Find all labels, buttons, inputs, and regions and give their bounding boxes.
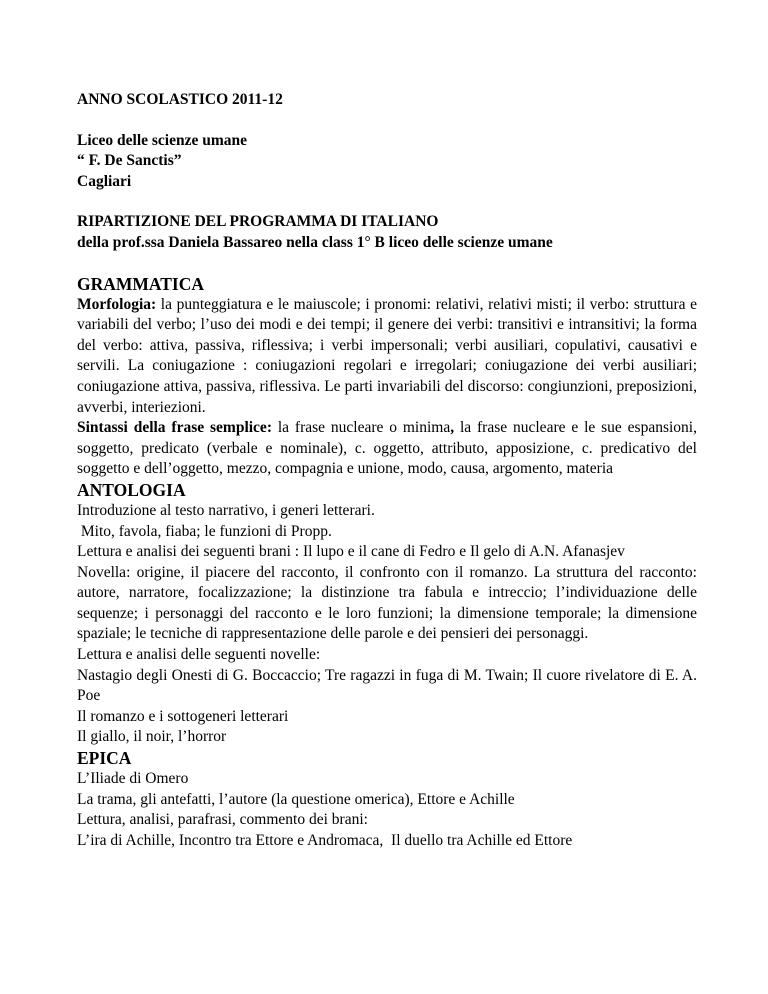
- sintassi-label: Sintassi della frase semplice:: [77, 419, 272, 437]
- morfologia-paragraph: [77, 295, 697, 419]
- sintassi-paragraph: [77, 418, 697, 480]
- antologia-generi: Mito, favola, fiaba; le funzioni di Propp.: [77, 522, 332, 540]
- morfologia-text: la punteggiatura e le maiuscole; i pronomi: relativi, relativi misti; il verbo: struttura e variabili del verbo; l’uso dei modi e dei tempi; il genere dei verbi: transitivi e intransitivi; la forma del verbo: attiva, passiva, riflessiva; i verbi impersonali; verbi ausiliari, copulativi, causativi e servili. La coniugazione : coniugazioni regolari e irregolari; coniugazione dei verbi ausiliari; coniugazione attiva, passiva, riflessiva. Le parti invariabili del discorso: congiunzioni, preposizioni, avverbi, interiezioni.: [77, 295, 697, 416]
- sintassi-comma: ,: [450, 419, 455, 437]
- document-title: RIPARTIZIONE DEL PROGRAMMA DI ITALIANO: [77, 213, 439, 231]
- sintassi-text-b: la frase nucleare e le sue espansioni, soggetto, predicato (verbale e nominale), c. oggetto, attributo, apposizione, c. predicativo del soggetto e dell’oggetto, mezzo, compagnia e unione, modo, causa, argomento, materia: [77, 419, 697, 478]
- epica-lettura: Lettura, analisi, parafrasi, commento dei brani:: [77, 811, 368, 829]
- epica-iliade: L’Iliade di Omero: [77, 770, 189, 788]
- epica-brani: L’ira di Achille, Incontro tra Ettore e Andromaca, Il duello tra Achille ed Ettore: [77, 831, 573, 849]
- school-year: ANNO SCOLASTICO 2011-12: [77, 91, 283, 108]
- school-name: Liceo delle scienze umane: [77, 131, 248, 149]
- spacer: [77, 254, 697, 274]
- morfologia-label: Morfologia:: [77, 295, 157, 313]
- antologia-novelle-list: Nastagio degli Onesti di G. Boccaccio; Tre ragazzi in fuga di M. Twain; Il cuore rivelatore di E. A. Poe: [77, 666, 697, 705]
- antologia-novella: Novella: origine, il piacere del racconto, il confronto con il romanzo. La struttura del racconto: autore, narratore, focalizzazione; la distinzione tra fabula e intreccio; l’individuazione delle sequenze; i personaggi del racconto e le loro funzioni; la dimensione temporale; la dimensione spaziale; le tecniche di rappresentazione delle parole e dei pensieri dei personaggi.: [77, 563, 697, 643]
- antologia-intro: Introduzione al testo narrativo, i generi letterari.: [77, 501, 375, 519]
- sintassi-text-a: la frase nucleare o minima: [271, 419, 451, 437]
- section-heading-antologia: ANTOLOGIA: [77, 479, 186, 500]
- antologia-sottogeneri: Il giallo, il noir, l’horror: [77, 728, 227, 746]
- section-heading-epica: EPICA: [77, 748, 132, 769]
- spacer: [77, 192, 697, 212]
- antologia-lettura-novelle: Lettura e analisi delle seguenti novelle:: [77, 646, 321, 664]
- document-subtitle: della prof.ssa Daniela Bassareo nella class 1° B liceo delle scienze umane: [77, 233, 553, 251]
- school-dedication: “ F. De Sanctis”: [77, 152, 182, 170]
- document-page: [77, 90, 697, 851]
- antologia-romanzo: Il romanzo e i sottogeneri letterari: [77, 707, 289, 725]
- school-city: Cagliari: [77, 172, 132, 190]
- section-heading-grammatica: GRAMMATICA: [77, 273, 205, 294]
- spacer: [77, 111, 697, 131]
- epica-trama: La trama, gli antefatti, l’autore (la questione omerica), Ettore e Achille: [77, 790, 515, 808]
- antologia-brani: Lettura e analisi dei seguenti brani : Il lupo e il cane di Fedro e Il gelo di A.N. Afanasjev: [77, 543, 625, 561]
